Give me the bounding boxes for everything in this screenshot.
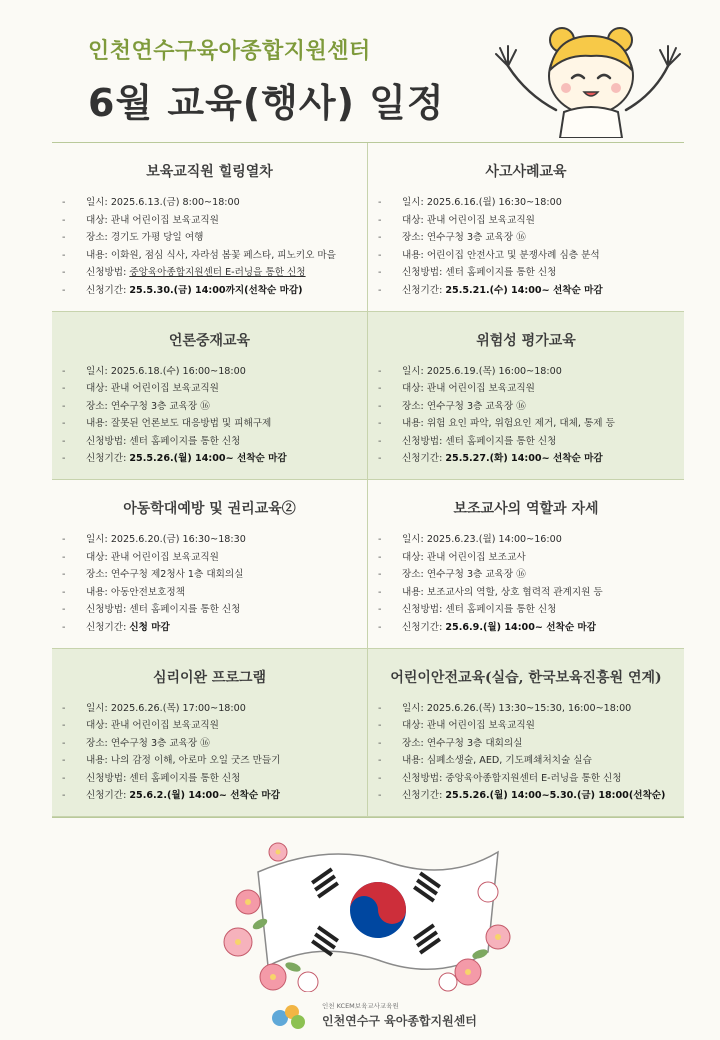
program-period: - 신청기간: 25.5.21.(수) 14:00~ 선착순 마감 [378, 284, 603, 296]
program-date: - 일시: 2025.6.13.(금) 8:00~18:00 [62, 197, 240, 208]
program-target: - 대상: 관내 어린이집 보육교직원 [378, 720, 535, 732]
program-place: - 장소: 연수구청 제2청사 1층 대회의실 [62, 569, 244, 581]
program-card [52, 480, 368, 649]
program-period: - 신청기간: 25.6.2.(월) 14:00~ 선착순 마감 [62, 790, 280, 802]
korean-flag-illustration [218, 832, 518, 992]
footer-subtitle: 인천 KCEM보육교사교육원 [322, 1002, 399, 1010]
schedule-grid [52, 142, 684, 818]
program-method: - 신청방법: 센터 홈페이지를 통한 신청 [378, 267, 557, 279]
program-date: - 일시: 2025.6.26.(목) 13:30~15:30, 16:00~18:00 [378, 702, 632, 714]
program-card [368, 312, 684, 481]
program-period: - 신청기간: 25.5.30.(금) 14:00까지(선착순 마감) [62, 284, 303, 296]
program-title: 아동학대예방 및 권리교육② [123, 501, 296, 517]
program-target: - 대상: 관내 어린이집 보육교직원 [378, 214, 535, 226]
program-place: - 장소: 연수구청 3층 교육장 ⑯ [62, 737, 210, 749]
program-title: 어린이안전교육(실습, 한국보육진흥원 연계) [390, 669, 662, 686]
program-title: 보육교직원 힐링열차 [146, 164, 273, 180]
program-title: 보조교사의 역할과 자세 [453, 501, 599, 517]
program-target: - 대상: 관내 어린이집 보육교직원 [62, 720, 219, 732]
program-place: - 장소: 연수구청 3층 대회의실 [378, 737, 523, 749]
program-place: - 장소: 경기도 가평 당일 여행 [62, 232, 204, 244]
program-date: - 일시: 2025.6.23.(월) 14:00~16:00 [378, 534, 562, 545]
program-place: - 장소: 연수구청 3층 교육장 ⑯ [378, 232, 526, 244]
program-target: - 대상: 관내 어린이집 보육교직원 [62, 214, 219, 226]
program-method: - 신청방법: 중앙육아종합지원센터 E-러닝을 통한 신청 [62, 267, 306, 279]
program-method: - 신청방법: 센터 홈페이지를 통한 신청 [378, 604, 557, 616]
program-date: - 일시: 2025.6.20.(금) 16:30~18:30 [62, 534, 246, 545]
program-period: - 신청기간: 25.5.27.(화) 14:00~ 선착순 마감 [378, 453, 603, 465]
program-content: - 내용: 심폐소생술, AED, 기도폐쇄처치술 실습 [378, 755, 592, 767]
program-date: - 일시: 2025.6.19.(목) 16:00~18:00 [378, 365, 562, 377]
program-card [52, 312, 368, 481]
program-title: 사고사례교육 [485, 164, 567, 180]
program-content: - 내용: 이화원, 점심 식사, 자라섬 봄꽃 페스타, 피노키오 마을 [62, 249, 336, 261]
header [0, 0, 720, 140]
program-content: - 내용: 보조교사의 역할, 상호 협력적 관계지원 등 [378, 586, 603, 598]
program-place: - 장소: 연수구청 3층 교육장 ⑯ [62, 400, 210, 412]
program-content: - 내용: 아동안전보호정책 [62, 586, 185, 598]
program-card [368, 649, 684, 818]
footer [270, 998, 490, 1034]
program-period: - 신청기간: 25.6.9.(월) 14:00~ 선착순 마감 [378, 621, 596, 633]
program-period: - 신청기간: 25.5.26.(월) 14:00~5.30.(금) 18:00(선착순) [378, 790, 666, 802]
program-period: - 신청기간: 25.5.26.(월) 14:00~ 선착순 마감 [62, 453, 287, 465]
program-card [368, 480, 684, 649]
program-period: - 신청기간: 신청 마감 [62, 621, 170, 633]
program-date: - 일시: 2025.6.26.(목) 17:00~18:00 [62, 702, 246, 714]
program-date: - 일시: 2025.6.18.(수) 16:00~18:00 [62, 365, 246, 377]
program-target: - 대상: 관내 어린이집 보조교사 [378, 551, 526, 563]
program-method: - 신청방법: 센터 홈페이지를 통한 신청 [62, 435, 241, 447]
program-place: - 장소: 연수구청 3층 교육장 ⑯ [378, 400, 526, 412]
program-target: - 대상: 관내 어린이집 보육교직원 [378, 383, 535, 395]
program-title: 언론중재교육 [168, 332, 251, 349]
program-method: - 신청방법: 센터 홈페이지를 통한 신청 [62, 772, 241, 784]
program-method: - 신청방법: 중앙육아종합지원센터 E-러닝을 통한 신청 [378, 772, 622, 784]
program-method: - 신청방법: 센터 홈페이지를 통한 신청 [378, 435, 557, 447]
program-target: - 대상: 관내 어린이집 보육교직원 [62, 383, 219, 395]
program-method: - 신청방법: 센터 홈페이지를 통한 신청 [62, 604, 241, 616]
program-title: 심리이완 프로그램 [152, 669, 267, 686]
program-content: - 내용: 나의 감정 이해, 아로마 오일 굿즈 만들기 [62, 755, 281, 767]
center-logo-icon [270, 1000, 308, 1032]
footer-org-name: 인천연수구 육아종합지원센터 [322, 1014, 477, 1028]
program-content: - 내용: 어린이집 안전사고 및 분쟁사례 심층 분석 [378, 249, 600, 261]
program-date: - 일시: 2025.6.16.(월) 16:30~18:00 [378, 197, 562, 208]
program-card [52, 649, 368, 818]
program-target: - 대상: 관내 어린이집 보육교직원 [62, 551, 219, 563]
program-title: 위험성 평가교육 [476, 332, 576, 349]
program-content: - 내용: 위험 요인 파악, 위험요인 제거, 대체, 통제 등 [378, 418, 615, 430]
program-card [368, 143, 684, 312]
program-content: - 내용: 잘못된 언론보도 대응방법 및 피해구제 [62, 418, 272, 430]
page-title: 6월 교육(행사) 일정 [88, 81, 445, 125]
cheering-child-illustration [486, 14, 686, 138]
org-title: 인천연수구육아종합지원센터 [88, 39, 371, 64]
program-card [52, 143, 368, 312]
program-place: - 장소: 연수구청 3층 교육장 ⑯ [378, 569, 526, 581]
